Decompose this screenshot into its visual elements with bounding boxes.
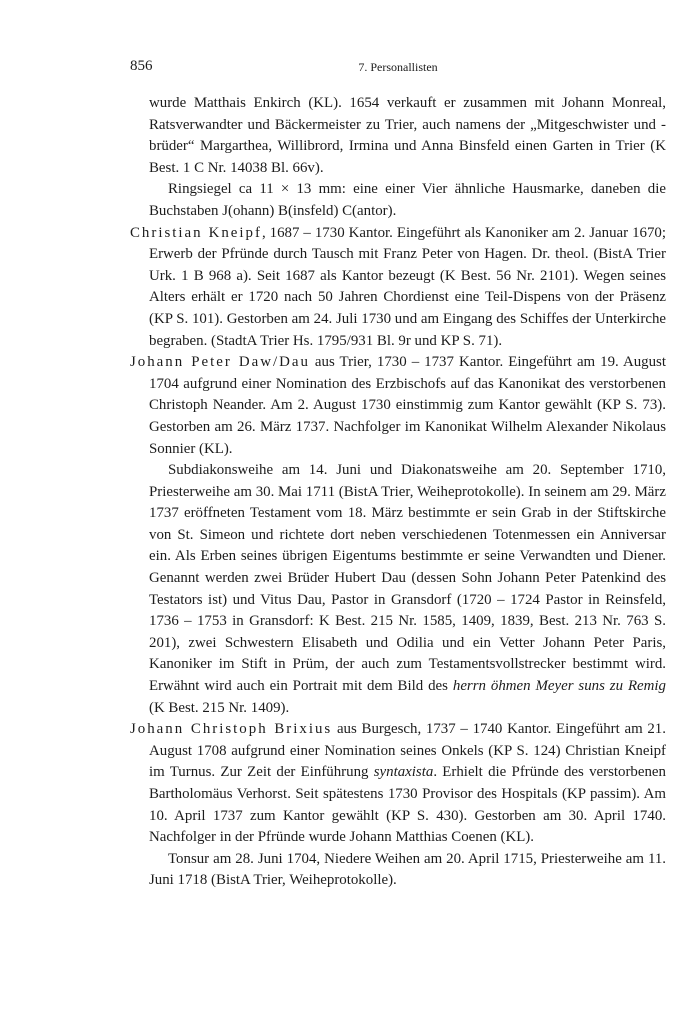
section-title: 7. Personallisten [358, 60, 438, 74]
paragraph-text: Ringsiegel ca 11 × 13 mm: eine einer Vier ähnliche Hausmarke, daneben die Buchstaben J(ohann) B(insfeld) C(antor). [149, 181, 666, 219]
entry-text-after: . Erhielt die Pfründe des verstorbenen Bartholomäus Verhorst. Seit spätestens 1730 Provisor des Hospitals (KP passim). Am 10. April 1737 zum Kantor gewählt (KP S. 430). Gestorben am 30. April 1740. Nachfolger in der Pfründe wurde Johann Matthias Coenen (KL). [149, 764, 666, 846]
paragraph-brixius-ordination [130, 849, 666, 892]
entry-text: aus Burgesch, 1737 – 1740 Kantor. Eingeführt am 21. August 1708 aufgrund einer Nomination seines Onkels (KP S. 124) Christian Kneipf im Turnus. Zur Zeit der Einführung [149, 721, 666, 781]
paragraph-seal-note [130, 179, 666, 222]
italic-quote: herrn öhmen Meyer suns zu Remig [452, 678, 666, 695]
paragraph-text: Tonsur am 28. Juni 1704, Niedere Weihen am 20. April 1715, Priesterweihe am 11. Juni 1718 (BistA Trier, Weiheprotokolle). [149, 850, 666, 889]
italic-term: syntaxista [373, 764, 434, 781]
entry-christian-kneipf [130, 223, 666, 353]
entry-name: Johann Christoph Brixius [130, 721, 333, 738]
entry-johann-peter-dau [130, 352, 666, 460]
text-body [130, 93, 666, 892]
entry-johann-christoph-brixius [130, 719, 666, 849]
entry-name: Johann Peter Daw/Dau [130, 354, 310, 371]
paragraph-text: wurde Matthais Enkirch (KL). 1654 verkauft er zusammen mit Johann Monreal, Ratsverwandter und Bäckermeister zu Trier, auch namens der „Mitgeschwister und -brüder“ Margarthea, Willibrord, Irmina und Anna Binsfeld einen Garten in Trier (K Best. 1 C Nr. 14038 Bl. 66v). [149, 95, 666, 176]
entry-name: Christian Kneipf [130, 224, 262, 241]
page-number: 856 [130, 58, 153, 74]
entry-text: aus Trier, 1730 – 1737 Kantor. Eingeführt am 19. August 1704 aufgrund einer Nomination des Erzbischofs auf das Kanonikat des verstorbenen Christoph Neander. Am 2. August 1730 einstimmig zum Kantor gewählt (KP S. 73). Gestorben am 26. März 1737. Nachfolger im Kanonikat Wilhelm Alexander Nikolaus Sonnier (KL). [149, 354, 666, 457]
paragraph-dau-testament [130, 460, 666, 719]
paragraph-continuation [130, 93, 666, 179]
paragraph-text: Subdiakonsweihe am 14. Juni und Diakonatsweihe am 20. September 1710, Priesterweihe am 30. Mai 1711 (BistA Trier, Weiheprotokolle). In seinem am 29. März 1737 eröffneten Testament vom 18. März bestimmte er sein Grab in der Stiftskirche von St. Simeon und richtete dort neben verschiedenen Totenmessen ein Anniversar ein. Als Erben seines übrigen Eigentums bestimmte er seine Verwandten und Diener. Genannt werden zwei Brüder Hubert Dau (dessen Sohn Johann Peter Patenkind des Testators ist) und Vitus Dau, Pastor in Gransdorf (1720 – 1724 Pastor in Reinsfeld, 1736 – 1753 in Gransdorf: K Best. 215 Nr. 1585, 1409, 1839, Best. 213 Nr. 763 S. 201), zwei Schwestern Elisabeth und Odilia und ein Vetter Johann Peter Paris, Kanoniker im Stift in Prüm, der auch zum Testamentsvollstrecker bestimmt wird. Erwähnt wird auch ein Portrait mit dem Bild des [149, 462, 666, 695]
paragraph-text-after: (K Best. 215 Nr. 1409). [149, 699, 290, 716]
running-head [130, 58, 666, 78]
entry-text: , 1687 – 1730 Kantor. Eingeführt als Kanoniker am 2. Januar 1670; Erwerb der Pfründe durch Tausch mit Franz Peter von Hagen. Dr. theol. (BistA Trier Urk. 1 B 968 a). Seit 1687 als Kantor bezeugt (K Best. 56 Nr. 2101). Wegen seines Alters erhält er 1720 nach 50 Jahren Chordienst eine Teil-Dispens von der Präsenz (KP S. 101). Gestorben am 24. Juli 1730 und am Eingang des Schiffes der Unterkirche begraben. (StadtA Trier Hs. 1795/931 Bl. 9r und KP S. 71). [149, 224, 666, 349]
